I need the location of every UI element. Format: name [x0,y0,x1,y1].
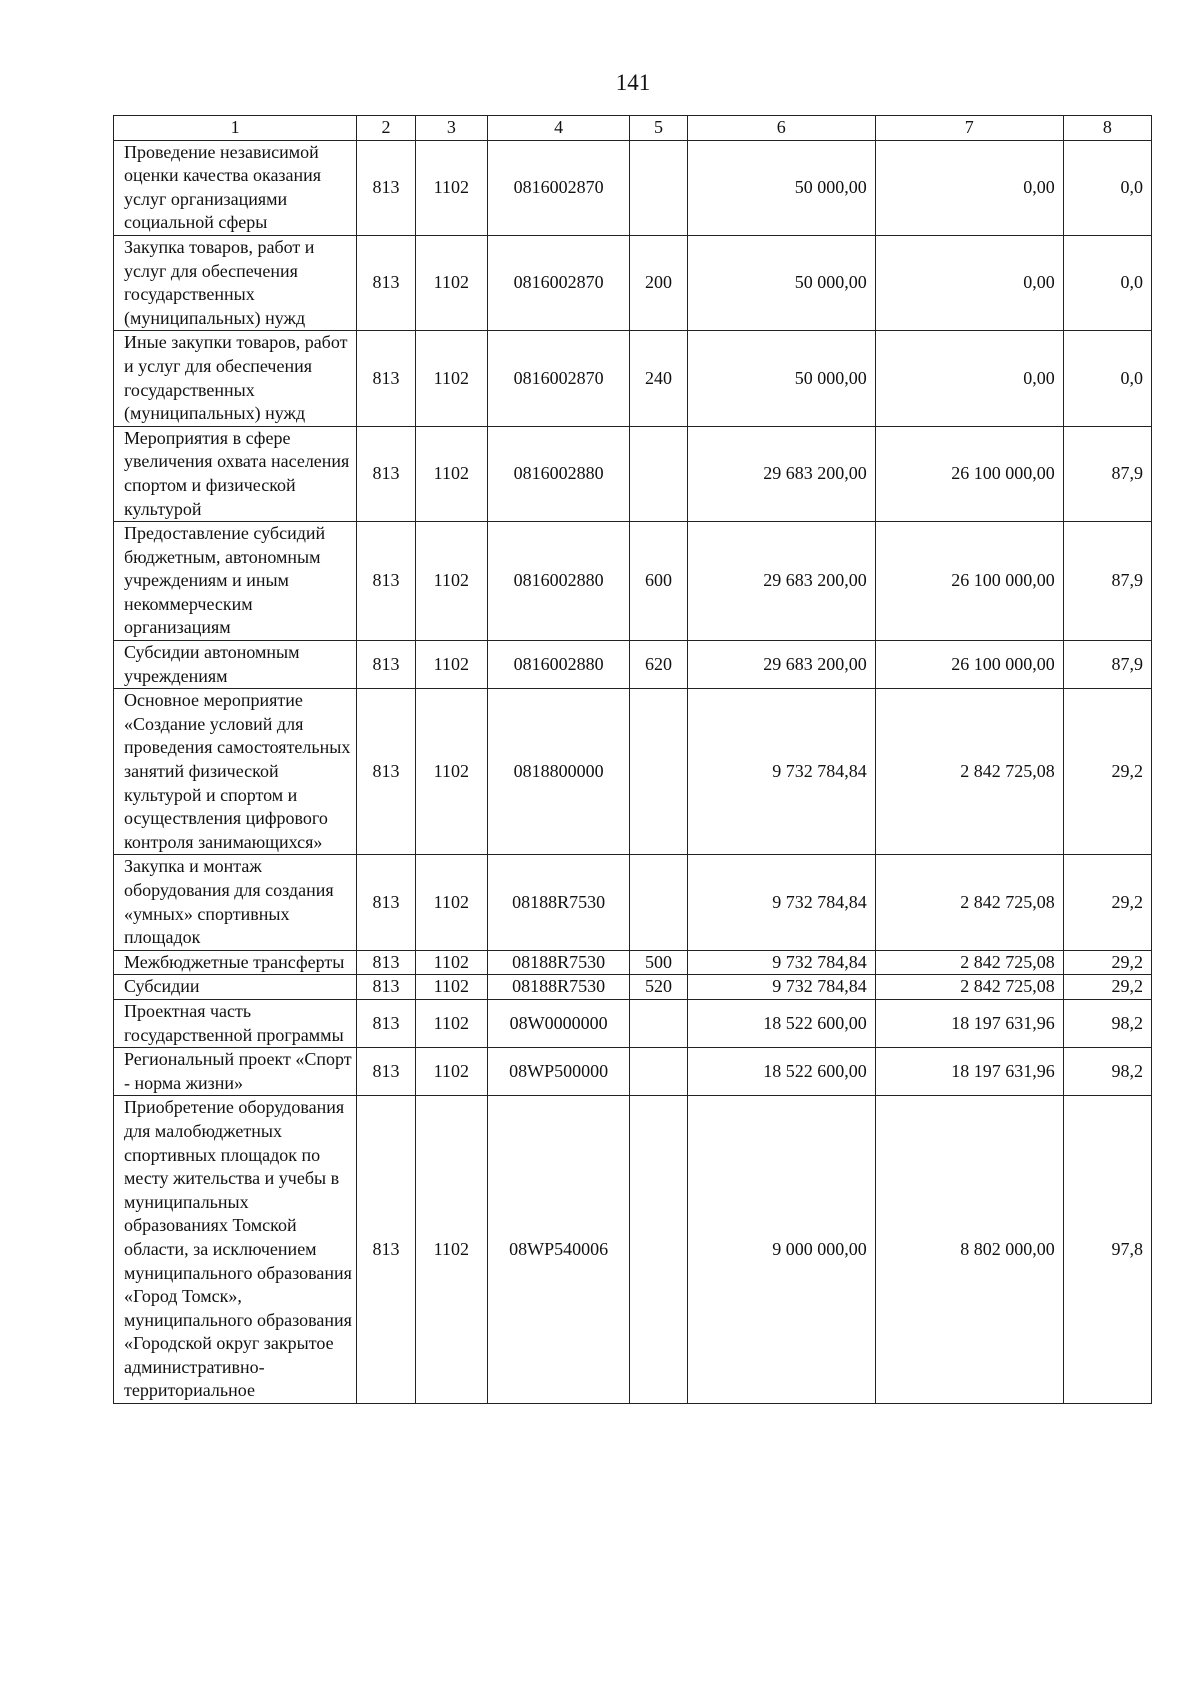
table-row [114,331,1152,426]
row-name-cell: Закупка товаров, работ и услуг для обеспечения государственных (муниципальных) нужд [114,235,357,330]
row-name-cell: Приобретение оборудования для малобюджетных спортивных площадок по месту жительства и учебы в муниципальных образованиях Томской области, за исключением муниципального образования «Город Томск», муниципального образования «Городской округ закрытое административно-территориальное [114,1096,357,1404]
target-code-cell: 08W0000000 [487,999,629,1047]
execution-percent-cell: 29,2 [1063,950,1151,975]
expense-kind-cell [630,1096,687,1404]
planned-amount-cell: 9 732 784,84 [687,855,875,950]
planned-amount-cell: 9 000 000,00 [687,1096,875,1404]
table-row [114,689,1152,855]
table-row [114,1096,1152,1404]
planned-amount-cell: 50 000,00 [687,235,875,330]
actual-amount-cell: 2 842 725,08 [875,855,1063,950]
expense-kind-cell: 520 [630,975,687,1000]
expense-kind-cell [630,426,687,521]
column-header: 8 [1063,116,1151,141]
section-code-cell: 1102 [415,331,487,426]
expense-kind-cell: 200 [630,235,687,330]
actual-amount-cell: 0,00 [875,235,1063,330]
ministry-code-cell: 813 [357,641,415,689]
execution-percent-cell: 0,0 [1063,331,1151,426]
execution-percent-cell: 29,2 [1063,855,1151,950]
planned-amount-cell: 9 732 784,84 [687,689,875,855]
target-code-cell: 0816002880 [487,641,629,689]
column-header: 6 [687,116,875,141]
execution-percent-cell: 98,2 [1063,999,1151,1047]
expense-kind-cell: 600 [630,522,687,641]
planned-amount-cell: 9 732 784,84 [687,975,875,1000]
expense-kind-cell [630,689,687,855]
actual-amount-cell: 18 197 631,96 [875,999,1063,1047]
target-code-cell: 08188R7530 [487,975,629,1000]
target-code-cell: 0816002880 [487,426,629,521]
table-row [114,999,1152,1047]
ministry-code-cell: 813 [357,1096,415,1404]
section-code-cell: 1102 [415,140,487,235]
section-code-cell: 1102 [415,522,487,641]
ministry-code-cell: 813 [357,235,415,330]
row-name-cell: Иные закупки товаров, работ и услуг для обеспечения государственных (муниципальных) нужд [114,331,357,426]
planned-amount-cell: 29 683 200,00 [687,641,875,689]
row-name-cell: Мероприятия в сфере увеличения охвата населения спортом и физической культурой [114,426,357,521]
expense-kind-cell [630,1048,687,1096]
execution-percent-cell: 87,9 [1063,522,1151,641]
page-number: 141 [615,70,651,95]
target-code-cell: 0818800000 [487,689,629,855]
column-header: 2 [357,116,415,141]
expense-kind-cell [630,999,687,1047]
section-code-cell: 1102 [415,999,487,1047]
execution-percent-cell: 0,0 [1063,140,1151,235]
target-code-cell: 0816002870 [487,235,629,330]
ministry-code-cell: 813 [357,689,415,855]
row-name-cell: Субсидии [114,975,357,1000]
planned-amount-cell: 50 000,00 [687,331,875,426]
ministry-code-cell: 813 [357,855,415,950]
table-row [114,140,1152,235]
table-row [114,641,1152,689]
ministry-code-cell: 813 [357,950,415,975]
section-code-cell: 1102 [415,1048,487,1096]
section-code-cell: 1102 [415,641,487,689]
row-name-cell: Субсидии автономным учреждениям [114,641,357,689]
planned-amount-cell: 29 683 200,00 [687,522,875,641]
expense-kind-cell [630,855,687,950]
target-code-cell: 08WP500000 [487,1048,629,1096]
ministry-code-cell: 813 [357,522,415,641]
execution-percent-cell: 87,9 [1063,426,1151,521]
section-code-cell: 1102 [415,1096,487,1404]
actual-amount-cell: 2 842 725,08 [875,689,1063,855]
section-code-cell: 1102 [415,855,487,950]
table-row [114,522,1152,641]
target-code-cell: 08188R7530 [487,855,629,950]
ministry-code-cell: 813 [357,331,415,426]
row-name-cell: Межбюджетные трансферты [114,950,357,975]
actual-amount-cell: 8 802 000,00 [875,1096,1063,1404]
ministry-code-cell: 813 [357,140,415,235]
execution-percent-cell: 98,2 [1063,1048,1151,1096]
table-row [114,975,1152,1000]
table-body [114,140,1152,1403]
actual-amount-cell: 2 842 725,08 [875,975,1063,1000]
planned-amount-cell: 50 000,00 [687,140,875,235]
expense-kind-cell: 240 [630,331,687,426]
row-name-cell: Региональный проект «Спорт - норма жизни» [114,1048,357,1096]
actual-amount-cell: 26 100 000,00 [875,426,1063,521]
row-name-cell: Предоставление субсидий бюджетным, автономным учреждениям и иным некоммерческим организациям [114,522,357,641]
row-name-cell: Проведение независимой оценки качества оказания услуг организациями социальной сферы [114,140,357,235]
section-code-cell: 1102 [415,975,487,1000]
execution-percent-cell: 29,2 [1063,689,1151,855]
actual-amount-cell: 26 100 000,00 [875,522,1063,641]
execution-percent-cell: 97,8 [1063,1096,1151,1404]
table-row [114,855,1152,950]
table-row [114,426,1152,521]
section-code-cell: 1102 [415,426,487,521]
target-code-cell: 0816002870 [487,331,629,426]
column-header: 3 [415,116,487,141]
section-code-cell: 1102 [415,689,487,855]
column-header: 1 [114,116,357,141]
table-row [114,950,1152,975]
ministry-code-cell: 813 [357,975,415,1000]
section-code-cell: 1102 [415,235,487,330]
row-name-cell: Проектная часть государственной программы [114,999,357,1047]
expense-kind-cell [630,140,687,235]
target-code-cell: 0816002880 [487,522,629,641]
target-code-cell: 08188R7530 [487,950,629,975]
column-header: 4 [487,116,629,141]
expense-kind-cell: 620 [630,641,687,689]
expense-kind-cell: 500 [630,950,687,975]
planned-amount-cell: 18 522 600,00 [687,999,875,1047]
execution-percent-cell: 87,9 [1063,641,1151,689]
target-code-cell: 0816002870 [487,140,629,235]
header-row [114,116,1152,141]
section-code-cell: 1102 [415,950,487,975]
target-code-cell: 08WP540006 [487,1096,629,1404]
row-name-cell: Основное мероприятие «Создание условий для проведения самостоятельных занятий физической культурой и спортом и осуществления цифрового контроля занимающихся» [114,689,357,855]
actual-amount-cell: 26 100 000,00 [875,641,1063,689]
ministry-code-cell: 813 [357,999,415,1047]
execution-percent-cell: 29,2 [1063,975,1151,1000]
column-header: 7 [875,116,1063,141]
ministry-code-cell: 813 [357,426,415,521]
budget-table [113,115,1152,1404]
planned-amount-cell: 29 683 200,00 [687,426,875,521]
execution-percent-cell: 0,0 [1063,235,1151,330]
ministry-code-cell: 813 [357,1048,415,1096]
table-row [114,235,1152,330]
actual-amount-cell: 0,00 [875,140,1063,235]
column-header: 5 [630,116,687,141]
planned-amount-cell: 18 522 600,00 [687,1048,875,1096]
actual-amount-cell: 18 197 631,96 [875,1048,1063,1096]
planned-amount-cell: 9 732 784,84 [687,950,875,975]
actual-amount-cell: 0,00 [875,331,1063,426]
table-row [114,1048,1152,1096]
actual-amount-cell: 2 842 725,08 [875,950,1063,975]
row-name-cell: Закупка и монтаж оборудования для создания «умных» спортивных площадок [114,855,357,950]
